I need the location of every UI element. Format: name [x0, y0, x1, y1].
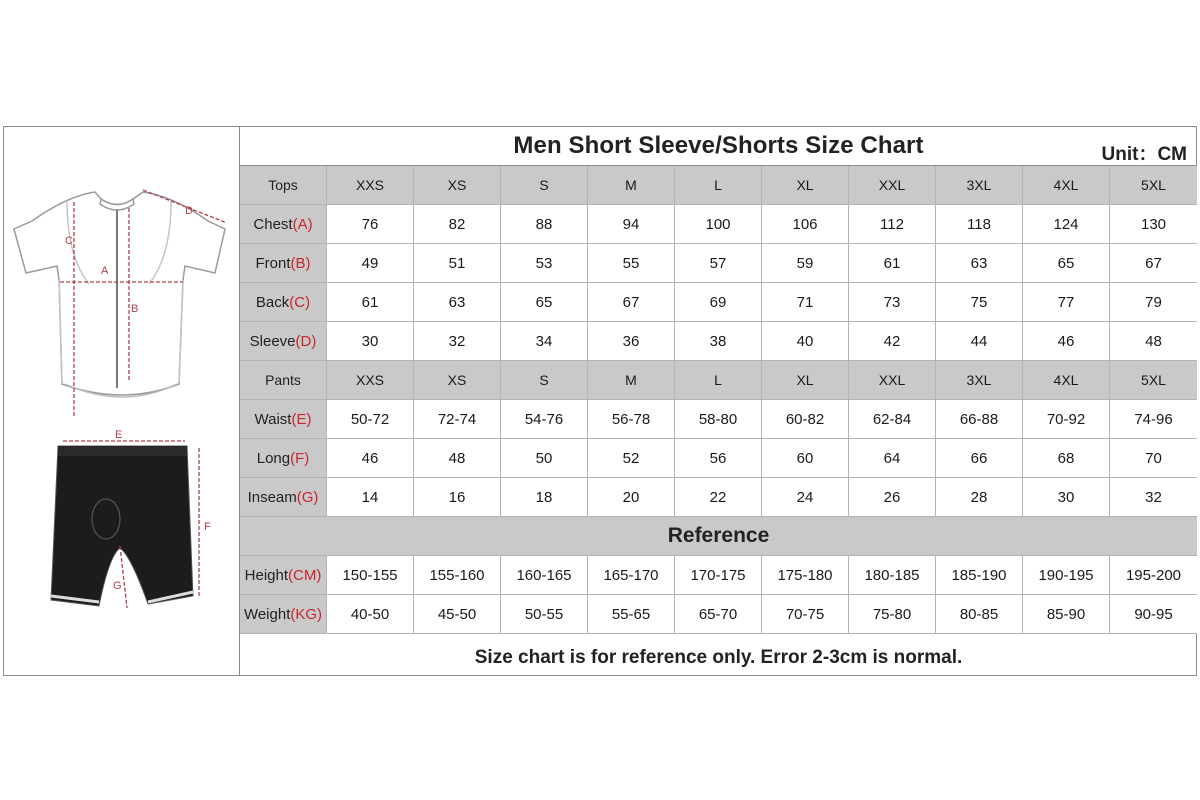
value-cell: 30 [327, 322, 414, 361]
value-cell: 73 [849, 283, 936, 322]
value-cell: 46 [327, 439, 414, 478]
value-cell: 24 [762, 478, 849, 517]
size-header-cell: S [501, 166, 588, 205]
value-cell: 34 [501, 322, 588, 361]
row-label-code: (C) [289, 293, 311, 311]
row-label [240, 595, 327, 634]
value-cell: 20 [588, 478, 675, 517]
size-header-cell: 5XL [1110, 166, 1197, 205]
value-cell: 112 [849, 205, 936, 244]
row-label [240, 205, 327, 244]
row-label-text: Weight [243, 605, 291, 623]
size-header-cell: M [588, 166, 675, 205]
size-header-cell: 4XL [1023, 361, 1110, 400]
row-label-text: Chest [253, 215, 293, 233]
label-e: E [115, 429, 123, 441]
size-header-cell: M [588, 361, 675, 400]
value-cell: 48 [414, 439, 501, 478]
value-cell: 185-190 [936, 556, 1023, 595]
value-cell: 61 [327, 283, 414, 322]
label-g: G [113, 580, 122, 592]
value-cell: 59 [762, 244, 849, 283]
value-cell: 79 [1110, 283, 1197, 322]
size-header-cell: XL [762, 361, 849, 400]
value-cell: 63 [414, 283, 501, 322]
value-cell: 52 [588, 439, 675, 478]
label-a: A [101, 265, 109, 277]
value-cell: 62-84 [849, 400, 936, 439]
value-cell: 32 [414, 322, 501, 361]
value-cell: 54-76 [501, 400, 588, 439]
value-cell: 51 [414, 244, 501, 283]
value-cell: 28 [936, 478, 1023, 517]
size-header-cell: L [675, 166, 762, 205]
row-label-code: (F) [290, 449, 310, 467]
value-cell: 130 [1110, 205, 1197, 244]
row-label-text: Back [255, 293, 290, 311]
value-cell: 66 [936, 439, 1023, 478]
value-cell: 55 [588, 244, 675, 283]
row-label-text: Long [256, 449, 291, 467]
value-cell: 56-78 [588, 400, 675, 439]
value-cell: 106 [762, 205, 849, 244]
value-cell: 75 [936, 283, 1023, 322]
garment-illustration [3, 126, 240, 676]
value-cell: 16 [414, 478, 501, 517]
value-cell: 42 [849, 322, 936, 361]
row-label-code: (CM) [288, 566, 322, 584]
value-cell: 80-85 [936, 595, 1023, 634]
value-cell: 48 [1110, 322, 1197, 361]
row-label-text: Sleeve [249, 332, 296, 350]
value-cell: 100 [675, 205, 762, 244]
value-cell: 72-74 [414, 400, 501, 439]
pants-row [240, 478, 1197, 517]
row-label [240, 439, 327, 478]
value-cell: 76 [327, 205, 414, 244]
value-cell: 68 [1023, 439, 1110, 478]
size-header-cell: 4XL [1023, 166, 1110, 205]
value-cell: 53 [501, 244, 588, 283]
value-cell: 70-92 [1023, 400, 1110, 439]
size-header-cell: 3XL [936, 166, 1023, 205]
size-header-cell: XXL [849, 361, 936, 400]
value-cell: 40 [762, 322, 849, 361]
garment-diagram [3, 126, 240, 676]
value-cell: 38 [675, 322, 762, 361]
value-cell: 75-80 [849, 595, 936, 634]
value-cell: 195-200 [1110, 556, 1197, 595]
value-cell: 32 [1110, 478, 1197, 517]
reference-row [240, 556, 1197, 595]
size-header-cell: 3XL [936, 361, 1023, 400]
value-cell: 26 [849, 478, 936, 517]
shorts-drawing [51, 446, 193, 606]
tops-header-row [240, 166, 1197, 205]
value-cell: 50-72 [327, 400, 414, 439]
value-cell: 30 [1023, 478, 1110, 517]
tops-row [240, 283, 1197, 322]
size-header-cell: S [501, 361, 588, 400]
value-cell: 58-80 [675, 400, 762, 439]
tops-row [240, 205, 1197, 244]
row-label-text: Height [244, 566, 289, 584]
row-label-code: (A) [292, 215, 313, 233]
size-header-cell: XS [414, 361, 501, 400]
value-cell: 36 [588, 322, 675, 361]
unit-label: Unit：CM [1101, 144, 1187, 165]
value-cell: 49 [327, 244, 414, 283]
value-cell: 18 [501, 478, 588, 517]
jersey-drawing [14, 192, 225, 397]
size-header-cell: XXS [327, 361, 414, 400]
value-cell: 55-65 [588, 595, 675, 634]
value-cell: 66-88 [936, 400, 1023, 439]
size-header-cell: XS [414, 166, 501, 205]
row-label-text: Inseam [247, 488, 297, 506]
size-header-cell: L [675, 361, 762, 400]
size-header-cell: XXS [327, 166, 414, 205]
value-cell: 67 [588, 283, 675, 322]
row-label [240, 283, 327, 322]
pants-row [240, 400, 1197, 439]
value-cell: 94 [588, 205, 675, 244]
label-c: C [65, 235, 73, 247]
value-cell: 165-170 [588, 556, 675, 595]
value-cell: 44 [936, 322, 1023, 361]
value-cell: 56 [675, 439, 762, 478]
value-cell: 190-195 [1023, 556, 1110, 595]
value-cell: 180-185 [849, 556, 936, 595]
tops-row [240, 244, 1197, 283]
label-f: F [204, 521, 211, 533]
value-cell: 90-95 [1110, 595, 1197, 634]
value-cell: 85-90 [1023, 595, 1110, 634]
value-cell: 70 [1110, 439, 1197, 478]
title-row [240, 126, 1197, 166]
reference-title: Reference [240, 517, 1197, 556]
pants-row [240, 439, 1197, 478]
row-label-code: (B) [290, 254, 311, 272]
value-cell: 40-50 [327, 595, 414, 634]
value-cell: 155-160 [414, 556, 501, 595]
value-cell: 118 [936, 205, 1023, 244]
size-table-area [240, 126, 1197, 676]
value-cell: 50-55 [501, 595, 588, 634]
value-cell: 160-165 [501, 556, 588, 595]
label-b: B [131, 303, 139, 315]
value-cell: 65 [1023, 244, 1110, 283]
value-cell: 22 [675, 478, 762, 517]
row-label [240, 400, 327, 439]
value-cell: 170-175 [675, 556, 762, 595]
row-label [240, 478, 327, 517]
value-cell: 46 [1023, 322, 1110, 361]
label-d: D [185, 205, 193, 217]
tops-row [240, 322, 1197, 361]
reference-row [240, 595, 1197, 634]
row-label [240, 244, 327, 283]
row-label-text: Front [255, 254, 291, 272]
note-row [240, 644, 1197, 676]
size-header-cell: XXL [849, 166, 936, 205]
value-cell: 60-82 [762, 400, 849, 439]
value-cell: 82 [414, 205, 501, 244]
value-cell: 65 [501, 283, 588, 322]
value-cell: 45-50 [414, 595, 501, 634]
value-cell: 71 [762, 283, 849, 322]
row-label-code: (KG) [290, 605, 323, 623]
value-cell: 74-96 [1110, 400, 1197, 439]
row-label-text: Waist [254, 410, 292, 428]
value-cell: 60 [762, 439, 849, 478]
value-cell: 14 [327, 478, 414, 517]
value-cell: 124 [1023, 205, 1110, 244]
row-label [240, 556, 327, 595]
row-label [240, 322, 327, 361]
row-label-code: (E) [291, 410, 312, 428]
value-cell: 150-155 [327, 556, 414, 595]
size-header-cell: XL [762, 166, 849, 205]
value-cell: 88 [501, 205, 588, 244]
value-cell: 64 [849, 439, 936, 478]
pants-header-label: Pants [240, 361, 327, 400]
tops-header-label: Tops [240, 166, 327, 205]
size-header-cell: 5XL [1110, 361, 1197, 400]
value-cell: 67 [1110, 244, 1197, 283]
value-cell: 61 [849, 244, 936, 283]
chart-title: Men Short Sleeve/Shorts Size Chart [513, 132, 924, 159]
row-label-code: (D) [295, 332, 317, 350]
reference-note: Size chart is for reference only. Error 2-3cm is normal. [474, 647, 963, 668]
value-cell: 70-75 [762, 595, 849, 634]
pants-header-row [240, 361, 1197, 400]
row-label-code: (G) [296, 488, 319, 506]
value-cell: 63 [936, 244, 1023, 283]
reference-header-row [240, 517, 1197, 556]
value-cell: 175-180 [762, 556, 849, 595]
value-cell: 50 [501, 439, 588, 478]
value-cell: 69 [675, 283, 762, 322]
value-cell: 77 [1023, 283, 1110, 322]
value-cell: 57 [675, 244, 762, 283]
size-table [240, 166, 1197, 634]
value-cell: 65-70 [675, 595, 762, 634]
